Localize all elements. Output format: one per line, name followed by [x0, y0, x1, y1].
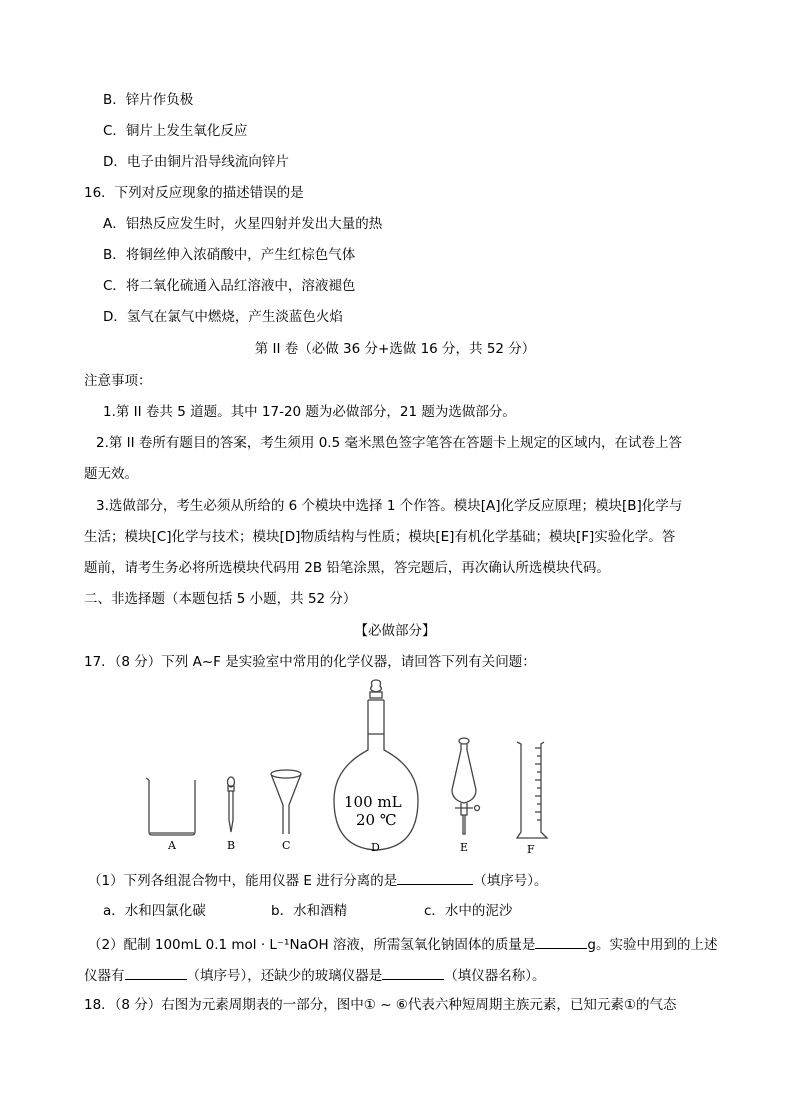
q17-sub2: （2）配制 100mL 0.1 mol · L⁻¹NaOH 溶液，所需氢氧化钠固体的质量是 g。实验中用到的上述 [88, 934, 717, 954]
notice-item-1: 1.第 II 卷共 5 道题。其中 17-20 题为必做部分，21 题为选做部分。 [103, 404, 516, 420]
notice-item-2: 2.第 II 卷所有题目的答案，考生须用 0.5 毫米黑色签字笔答在答题卡上规定的区域内，在试卷上答 [96, 435, 682, 451]
label-f: F [527, 843, 535, 856]
flask-temperature-label: 20 ℃ [356, 811, 397, 829]
q16-option-a: A．铝热反应发生时，火星四射并发出大量的热 [103, 216, 383, 232]
q16-option-d: D．氢气在氯气中燃烧，产生淡蓝色火焰 [103, 309, 343, 325]
notice-item-2-cont: 题无效。 [84, 466, 138, 482]
q17-sub1: （1）下列各组混合物中，能用仪器 E 进行分离的是 （填序号）。 [88, 870, 547, 890]
label-d: D [371, 841, 380, 854]
q16-option-c: C．将二氧化硫通入品红溶液中，溶液褪色 [103, 278, 356, 294]
answer-blank-1 [397, 870, 473, 885]
q16-option-b: B．将铜丝伸入浓硝酸中，产生红棕色气体 [103, 247, 356, 263]
q17-choice-a: a．水和四氯化碳 [103, 903, 206, 919]
dropper-icon [228, 777, 235, 832]
q15-option-c: C．铜片上发生氧化反应 [103, 123, 248, 139]
q17-sub2-cont: 仪器有 （填序号），还缺少的玻璃仪器是 （填仪器名称）。 [84, 965, 546, 985]
beaker-icon [146, 778, 195, 835]
q17-choice-c: c．水中的泥沙 [424, 903, 513, 919]
q17-choice-b: b．水和酒精 [271, 903, 348, 919]
flask-volume-label: 100 mL [344, 793, 402, 811]
label-c: C [282, 839, 291, 852]
notice-item-3-cont1: 生活；模块[C]化学与技术；模块[D]物质结构与性质；模块[E]有机化学基础；模块[F]实验化学。答 [84, 529, 676, 545]
answer-blank-4 [382, 965, 444, 980]
section-title: 第 II 卷（必做 36 分+选做 16 分，共 52 分） [254, 341, 536, 357]
graduated-cylinder-icon [517, 742, 547, 838]
funnel-icon [271, 770, 301, 834]
answer-blank-2 [535, 934, 587, 949]
q15-option-d: D．电子由铜片沿导线流向锌片 [103, 154, 289, 170]
q17-stem: 17．（8 分）下列 A~F 是实验室中常用的化学仪器，请回答下列有关问题： [84, 654, 536, 670]
label-e: E [460, 841, 469, 854]
notice-heading: 注意事项： [84, 373, 152, 389]
part-title: 二、非选择题（本题包括 5 小题，共 52 分） [84, 591, 357, 607]
label-b: B [227, 839, 236, 852]
required-part-heading: 【必做部分】 [354, 623, 436, 639]
notice-item-3: 3.选做部分，考生必须从所给的 6 个模块中选择 1 个作答。模块[A]化学反应原理；模块[B]化学与 [96, 498, 683, 514]
q18-stem: 18．（8 分）右图为元素周期表的一部分，图中① ~ ⑥代表六种短周期主族元素，已知元素①的气态 [84, 997, 677, 1013]
answer-blank-3 [125, 965, 187, 980]
q16-stem: 16．下列对反应现象的描述错误的是 [84, 185, 304, 201]
notice-item-3-cont2: 题前，请考生务必将所选模块代码用 2B 铅笔涂黑，答完题后，再次确认所选模块代码。 [84, 560, 610, 576]
label-a: A [168, 839, 176, 852]
separatory-funnel-icon [452, 738, 480, 834]
q15-option-b: B．锌片作负极 [103, 92, 194, 108]
